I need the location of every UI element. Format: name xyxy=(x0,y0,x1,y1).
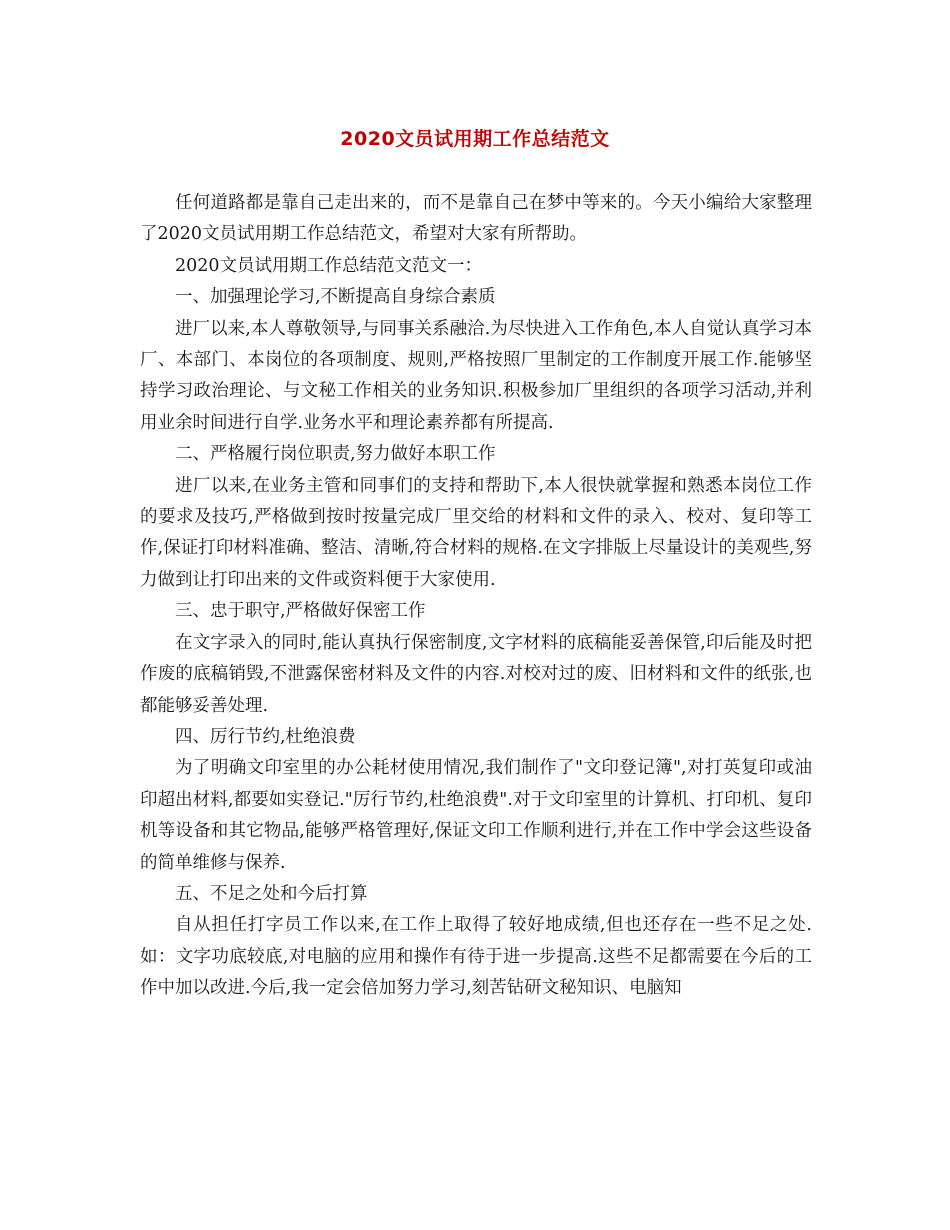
body-paragraph-1: 进厂以来,本人尊敬领导,与同事关系融洽.为尽快进入工作角色,本人自觉认真学习本厂、本部门、本岗位的各项制度、规则,严格按照厂里制定的工作制度开展工作.能够坚持学习政治理论、与文秘工作相关的业务知识.积极参加厂里组织的各项学习活动,并利用业余时间进行自学.业务水平和理论素养都有所提高. xyxy=(140,318,812,433)
document-body xyxy=(140,188,812,1005)
section-heading-2: 二、严格履行岗位职责,努力做好本职工作 xyxy=(175,444,496,465)
document-title: 2020文员试用期工作总结范文 xyxy=(340,128,610,150)
section-heading-1: 一、加强理论学习,不断提高自身综合素质 xyxy=(175,287,496,308)
section-heading-3: 三、忠于职守,严格做好保密工作 xyxy=(175,601,426,622)
body-paragraph-4: 为了明确文印室里的办公耗材使用情况,我们制作了"文印登记簿",对打英复印或油印超出材料,都要如实登记."厉行节约,杜绝浪费".对于文印室里的计算机、打印机、复印机等设备和其它物品,能够严格管理好,保证文印工作顺利进行,并在工作中学会这些设备的简单维修与保养. xyxy=(140,758,812,873)
intro-paragraph: 任何道路都是靠自己走出来的，而不是靠自己在梦中等来的。今天小编给大家整理了2020文员试用期工作总结范文，希望对大家有所帮助。 xyxy=(140,193,812,245)
section-heading-5: 五、不足之处和今后打算 xyxy=(175,883,368,904)
body-paragraph-3: 在文字录入的同时,能认真执行保密制度,文字材料的底稿能妥善保管,印后能及时把作废的底稿销毁,不泄露保密材料及文件的内容.对校对过的废、旧材料和文件的纸张,也都能够妥善处理. xyxy=(140,632,812,716)
body-paragraph-2: 进厂以来,在业务主管和同事们的支持和帮助下,本人很快就掌握和熟悉本岗位工作的要求及技巧,严格做到按时按量完成厂里交给的材料和文件的录入、校对、复印等工作,保证打印材料准确、整洁、清晰,符合材料的规格.在文字排版上尽量设计的美观些,努力做到让打印出来的文件或资料便于大家使用. xyxy=(140,475,812,590)
body-paragraph-5: 自从担任打字员工作以来,在工作上取得了较好地成绩,但也还存在一些不足之处.如：文字功底较底,对电脑的应用和操作有待于进一步提高.这些不足都需要在今后的工作中加以改进.今后,我一定会倍加努力学习,刻苦钻研文秘知识、电脑知 xyxy=(140,915,812,999)
section-heading-4: 四、厉行节约,杜绝浪费 xyxy=(175,726,356,747)
section-heading-sample-one: 2020文员试用期工作总结范文范文一： xyxy=(175,255,483,276)
